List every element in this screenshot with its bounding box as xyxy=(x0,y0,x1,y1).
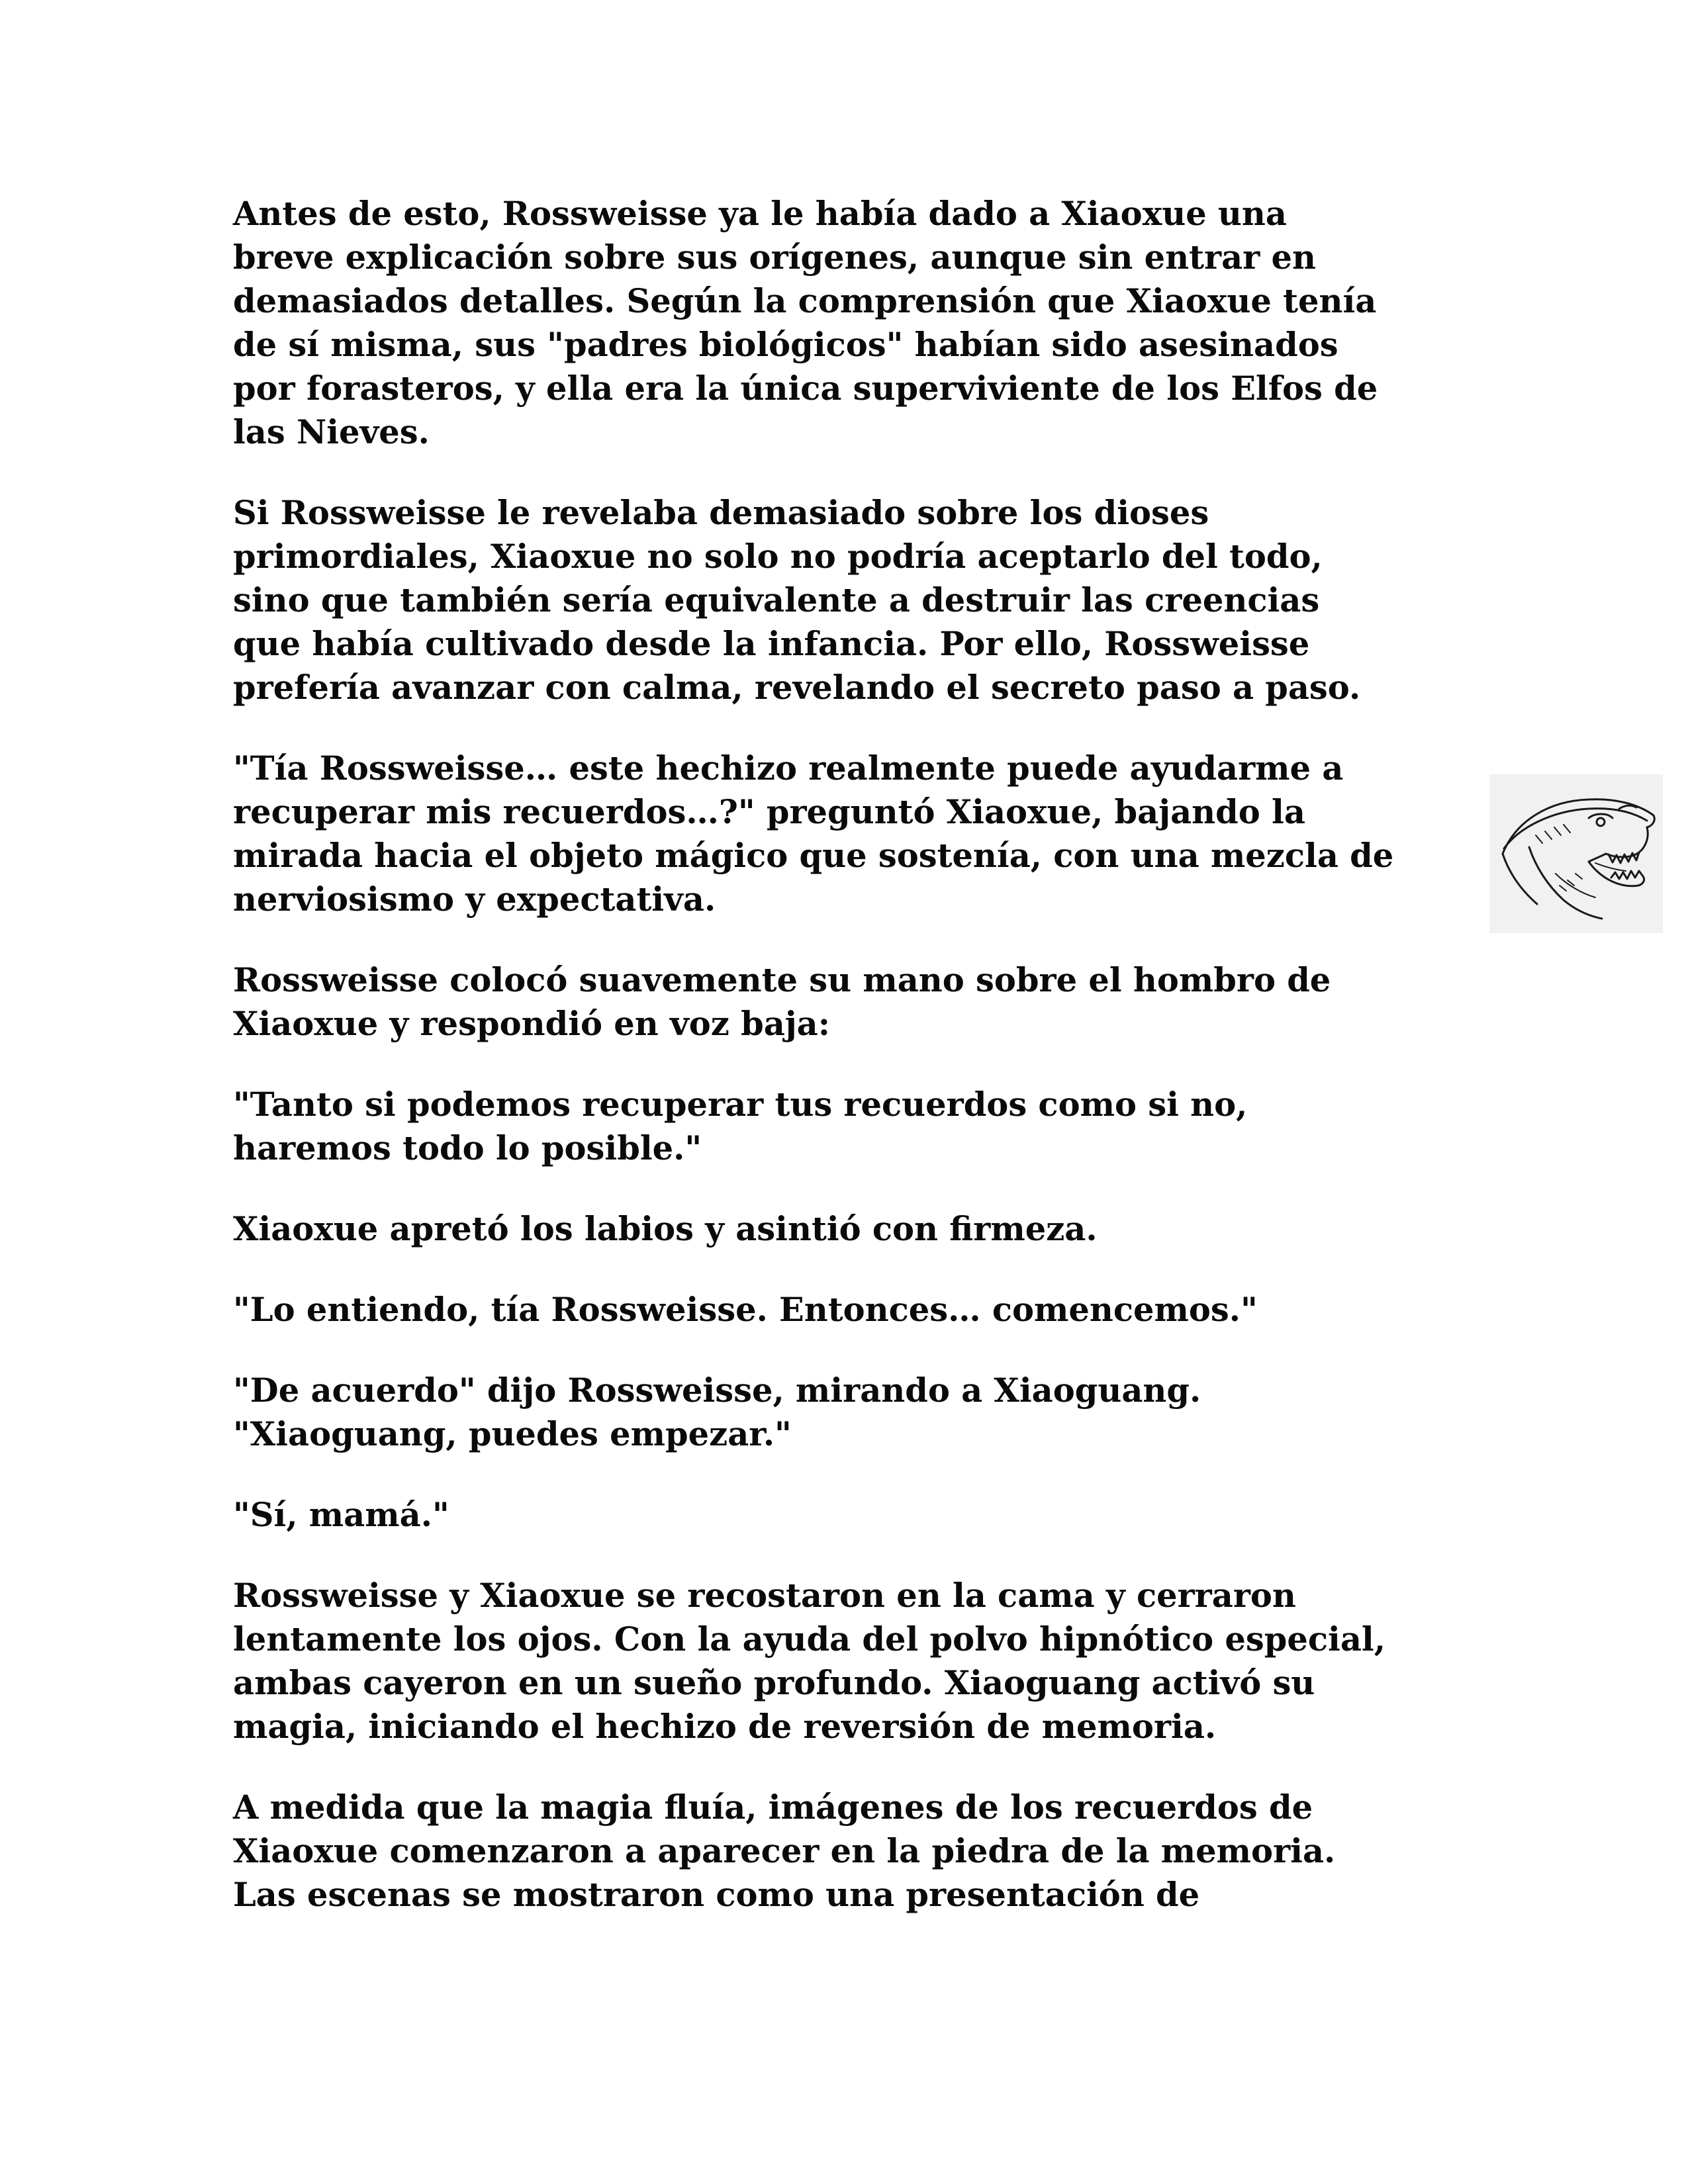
paragraph-11: A medida que la magia fluía, imágenes de los recuerdos de Xiaoxue comenzaron a aparecer en la piedra de la memoria. Las escenas se mostraron como una presentación de xyxy=(233,1788,1336,1914)
paragraph-3: "Tía Rossweisse… este hechizo realmente puede ayudarme a recuperar mis recuerdos…?" preguntó Xiaoxue, bajando la mirada hacia el objeto mágico que sostenía, con una mezcla de nerviosismo y expectativa. xyxy=(233,749,1394,919)
paragraph-1: Antes de esto, Rossweisse ya le había dado a Xiaoxue una breve explicación sobre sus orígenes, aunque sin entrar en demasiados detalles. Según la comprensión que Xiaoxue tenía de sí misma, sus "padres biológicos" habían sido asesinados por forasteros, y ella era la única superviviente de los Elfos de las Nieves. xyxy=(233,195,1378,451)
paragraph-9: "Sí, mamá." xyxy=(233,1496,449,1534)
body-text xyxy=(233,192,1477,1954)
paragraph-2: Si Rossweisse le revelaba demasiado sobre los dioses primordiales, Xiaoxue no solo no podría aceptarlo del todo, sino que también sería equivalente a destruir las creencias que había cultivado desde la infancia. Por ello, Rossweisse prefería avanzar con calma, revelando el secreto paso a paso. xyxy=(233,494,1361,707)
paragraph-6: Xiaoxue apretó los labios y asintió con firmeza. xyxy=(233,1210,1098,1248)
paragraph-10: Rossweisse y Xiaoxue se recostaron en la cama y cerraron lentamente los ojos. Con la ayuda del polvo hipnótico especial, ambas cayeron en un sueño profundo. Xiaoguang activó su magia, iniciando el hechizo de reversión de memoria. xyxy=(233,1576,1385,1746)
paragraph-8: "De acuerdo" dijo Rossweisse, mirando a Xiaoguang. "Xiaoguang, puedes empezar." xyxy=(233,1371,1201,1453)
paragraph-5: "Tanto si podemos recuperar tus recuerdos como si no, haremos todo lo posible." xyxy=(233,1085,1248,1167)
paragraph-4: Rossweisse colocó suavemente su mano sobre el hombro de Xiaoxue y respondió en voz baja: xyxy=(233,961,1331,1043)
dinosaur-head-sketch-icon xyxy=(1489,774,1663,933)
paragraph-7: "Lo entiendo, tía Rossweisse. Entonces… comencemos." xyxy=(233,1291,1258,1329)
